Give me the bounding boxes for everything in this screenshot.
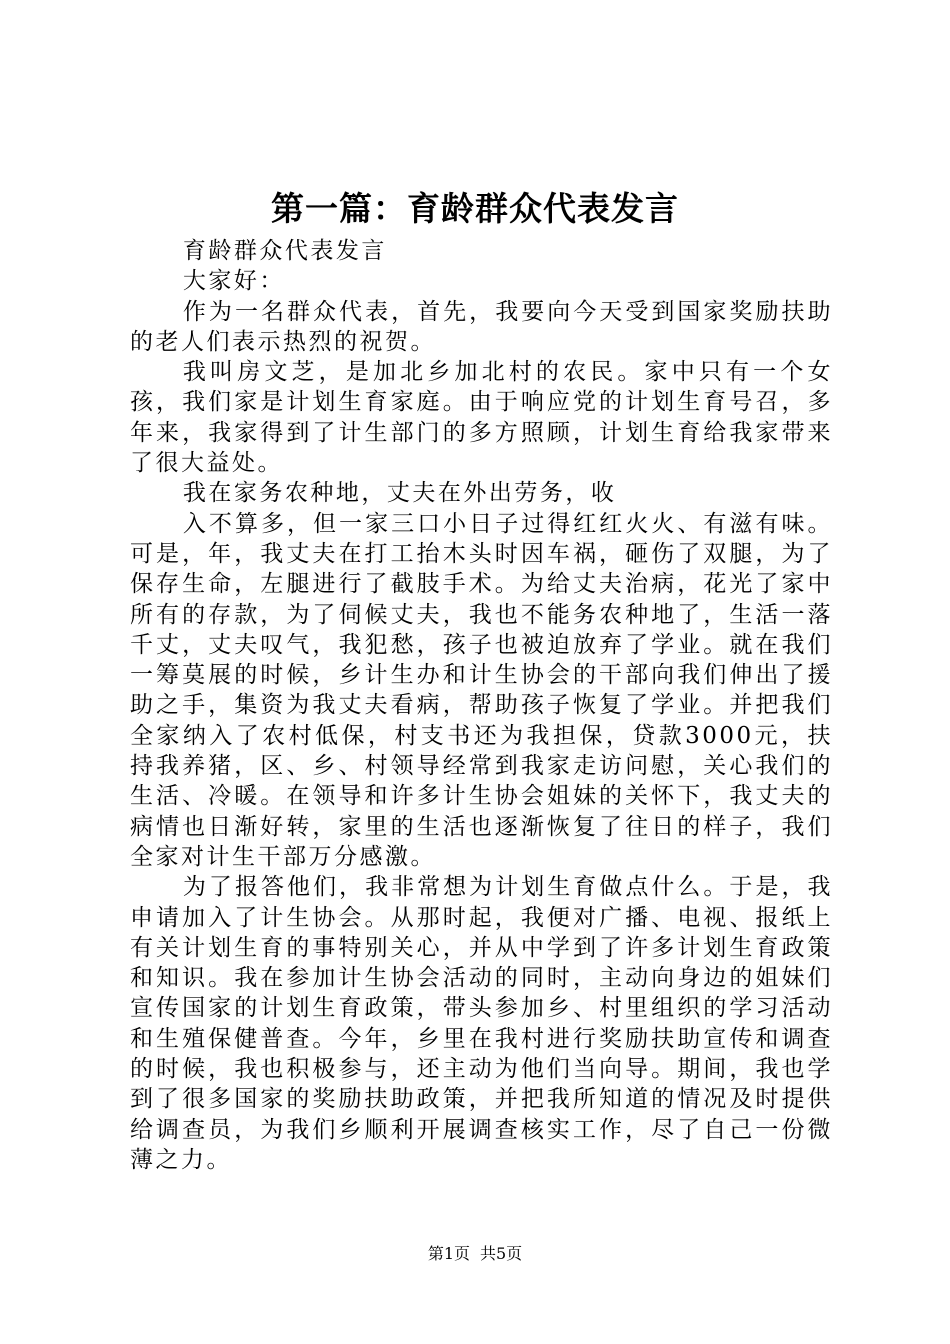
paragraph: 我在家务农种地，丈夫在外出劳务，收 [182, 480, 617, 507]
document-body [130, 236, 833, 1175]
paragraph-heading: 育龄群众代表发言 [182, 238, 387, 264]
paragraph: 我叫房文芝，是加北乡加北村的农民。家中只有一个女孩，我们家是计划生育家庭。由于响应党的计划生育号召，多年来，我家得到了计生部门的多方照顾，计划生育给我家带来了很大益处。 [130, 359, 833, 477]
document-title: 第一篇：育龄群众代表发言 [271, 189, 679, 228]
paragraph: 为了报答他们，我非常想为计划生育做点什么。于是，我申请加入了计生协会。从那时起，我便对广播、电视、报纸上有关计划生育的事特别关心，并从中学到了许多计划生育政策和知识。我在参加计生协会活动的同时，主动向身边的姐妹们宣传国家的计划生育政策，带头参加乡、村里组织的学习活动和生殖保健普查。今年，乡里在我村进行奖励扶助宣传和调查的时候，我也积极参与，还主动为他们当向导。期间，我也学到了很多国家的奖励扶助政策，并把我所知道的情况及时提供给调查员，为我们乡顺利开展调查核实工作，尽了自己一份微薄之力。 [130, 874, 833, 1173]
page-footer [0, 1242, 950, 1266]
page-number: 第1页 [427, 1244, 470, 1263]
paragraph: 入不算多，但一家三口小日子过得红红火火、有滋有味。可是，年，我丈夫在打工抬木头时因车祸，砸伤了双腿，为了保存生命，左腿进行了截肢手术。为给丈夫治病，花光了家中所有的存款，为了伺候丈夫，我也不能务农种地了，生活一落千丈，丈夫叹气，我犯愁，孩子也被迫放弃了学业。就在我们一筹莫展的时候，乡计生办和计生协会的干部向我们伸出了援助之手，集资为我丈夫看病，帮助孩子恢复了学业。并把我们全家纳入了农村低保，村支书还为我担保，贷款3000元，扶持我养猪，区、乡、村领导经常到我家走访问慰，关心我们的生活、冷暖。在领导和许多计生协会姐妹的关怀下，我丈夫的病情也日渐好转，家里的生活也逐渐恢复了往日的样子，我们全家对计生干部万分感激。 [130, 510, 833, 870]
paragraph-greeting: 大家好： [182, 268, 285, 295]
page-total: 共5页 [480, 1244, 523, 1263]
paragraph: 作为一名群众代表，首先，我要向今天受到国家奖励扶助的老人们表示热烈的祝贺。 [130, 298, 833, 355]
